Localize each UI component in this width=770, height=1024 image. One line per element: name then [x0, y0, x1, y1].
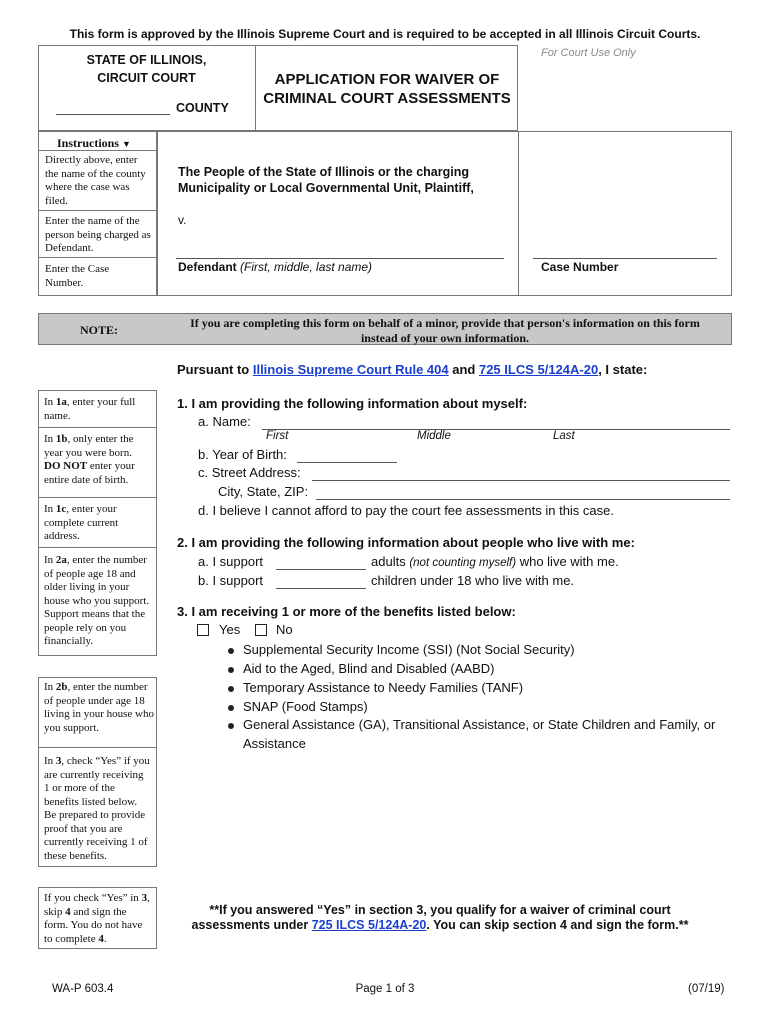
- benefit-aabd: Aid to the Aged, Blind and Disabled (AABD): [243, 661, 495, 676]
- note-1c: In 1c, enter your complete current address.: [44, 503, 119, 542]
- caption-divider: [518, 131, 519, 296]
- note-label: NOTE:: [80, 323, 119, 337]
- ilcs-link-2[interactable]: 725 ILCS 5/124A-20: [311, 918, 427, 932]
- plaintiff-line2: Municipality or Local Governmental Unit, Plaintiff,: [178, 181, 474, 195]
- court-label: CIRCUIT COURT: [97, 71, 196, 85]
- form-date: (07/19): [688, 983, 725, 995]
- defendant-label-text: Defendant: [178, 260, 237, 274]
- city-label: City, State, ZIP:: [218, 484, 309, 499]
- middle-caption: Middle: [417, 430, 451, 442]
- pursuant-prefix: Pursuant to: [177, 362, 253, 377]
- form-title-line1: APPLICATION FOR WAIVER OF: [274, 71, 500, 88]
- side-divider: [38, 427, 157, 428]
- qualify-post: . You can skip section 4 and sign the form.**: [426, 918, 689, 932]
- instr-divider: [38, 257, 157, 258]
- qualify-line2: [160, 918, 720, 932]
- last-caption: Last: [553, 430, 575, 442]
- street-label: c. Street Address:: [198, 465, 301, 480]
- instructions-heading-text: Instructions: [57, 136, 120, 150]
- no-checkbox[interactable]: [255, 624, 267, 636]
- instr-divider: [38, 150, 157, 151]
- qualify-pre: assessments under: [191, 918, 312, 932]
- children-label: b. I support: [198, 573, 264, 588]
- bullet-icon: [228, 667, 234, 673]
- note-1a: In 1a, enter your full name.: [44, 396, 136, 422]
- note-2a: In 2a, enter the number of people age 18 and older living in your house who you support. Support means that the people rely on you financially.: [44, 554, 150, 647]
- adults-text: [371, 554, 619, 569]
- name-field[interactable]: [262, 413, 730, 430]
- yes-label: Yes: [219, 622, 241, 637]
- street-address-field[interactable]: [312, 464, 730, 481]
- form-id: WA-P 603.4: [52, 983, 114, 995]
- side-divider: [38, 747, 157, 748]
- yes-checkbox[interactable]: [197, 624, 209, 636]
- adults-count-field[interactable]: [276, 553, 366, 570]
- instructions-heading: [57, 136, 131, 151]
- adults-end: who live with me.: [519, 554, 619, 569]
- side-divider: [38, 497, 157, 498]
- defendant-hint: (First, middle, last name): [240, 260, 373, 274]
- pursuant-suffix: , I state:: [598, 362, 648, 377]
- note-line1: If you are completing this form on behalf of a minor, provide that person's information on this form: [190, 316, 700, 330]
- bullet-icon: [228, 723, 234, 729]
- benefit-snap: SNAP (Food Stamps): [243, 699, 368, 714]
- adults-hint: (not counting myself): [409, 557, 517, 569]
- header-divider: [255, 45, 256, 131]
- bullet-icon: [228, 705, 234, 711]
- note-1b: In 1b, only enter the year you were born. DO NOT enter your entire date of birth.: [44, 433, 135, 486]
- year-of-birth-field[interactable]: [297, 446, 397, 463]
- no-label: No: [276, 622, 293, 637]
- side-divider: [38, 547, 157, 548]
- note-4: If you check “Yes” in 3, skip 4 and sign the form. You do not have to complete 4.: [44, 892, 150, 945]
- ilcs-link[interactable]: 725 ILCS 5/124A-20: [478, 362, 599, 377]
- bullet-icon: [228, 648, 234, 654]
- section1-heading: 1. I am providing the following information about myself:: [177, 396, 528, 411]
- pursuant-mid: and: [448, 362, 479, 377]
- section3-heading: 3. I am receiving 1 or more of the benefits listed below:: [177, 604, 516, 619]
- pursuant-line: [177, 362, 647, 377]
- state-label: STATE OF ILLINOIS,: [86, 53, 207, 67]
- adults-label: a. I support: [198, 554, 264, 569]
- benefit-ssi: Supplemental Security Income (SSI) (Not Social Security): [243, 642, 575, 657]
- adults-after: adults: [371, 554, 406, 569]
- rule-404-link[interactable]: Illinois Supreme Court Rule 404: [252, 362, 449, 377]
- case-number-field[interactable]: [533, 242, 717, 259]
- top-notice: This form is approved by the Illinois Supreme Court and is required to be accepted in all Illinois Circuit Courts.: [69, 27, 701, 41]
- benefit-ga-cont: Assistance: [243, 736, 306, 751]
- note-line2: instead of your own information.: [360, 331, 530, 345]
- afford-statement: d. I believe I cannot afford to pay the court fee assessments in this case.: [198, 503, 614, 518]
- children-count-field[interactable]: [276, 572, 366, 589]
- court-use-label: For Court Use Only: [541, 47, 636, 59]
- county-label: COUNTY: [176, 101, 229, 115]
- note-2b: In 2b, enter the number of people under age 18 living in your house who you support.: [44, 681, 154, 734]
- qualify-line1: **If you answered “Yes” in section 3, you qualify for a waiver of criminal court: [209, 903, 671, 917]
- benefit-tanf: Temporary Assistance to Needy Families (TANF): [243, 680, 524, 695]
- instr-county: Directly above, enter the name of the county where the case was filed.: [45, 154, 146, 207]
- instr-divider: [38, 210, 157, 211]
- name-label: a. Name:: [198, 414, 251, 429]
- section2-heading: 2. I am providing the following information about people who live with me:: [177, 535, 635, 550]
- first-caption: First: [266, 430, 289, 442]
- county-field[interactable]: [56, 98, 170, 115]
- instr-case-number: Enter the Case Number.: [45, 263, 110, 289]
- year-label: b. Year of Birth:: [198, 447, 287, 462]
- plaintiff-line1: The People of the State of Illinois or the charging: [178, 165, 469, 179]
- defendant-label: [178, 260, 372, 274]
- page-number: Page 1 of 3: [355, 983, 415, 995]
- defendant-field[interactable]: [176, 242, 504, 259]
- bullet-icon: [228, 686, 234, 692]
- case-number-label: Case Number: [541, 260, 619, 274]
- versus-label: v.: [178, 213, 187, 227]
- note-3: In 3, check “Yes” if you are currently receiving 1 or more of the benefits listed below. Be prepared to provide proof that you are currently receiving 1 of these benefits.: [44, 755, 150, 862]
- city-state-zip-field[interactable]: [316, 483, 730, 500]
- form-title-line2: CRIMINAL COURT ASSESSMENTS: [263, 90, 511, 107]
- children-text: children under 18 who live with me.: [371, 573, 575, 588]
- benefit-ga: General Assistance (GA), Transitional Assistance, or State Children and Family, or: [243, 717, 716, 732]
- instr-defendant: Enter the name of the person being charged as Defendant.: [45, 215, 151, 254]
- caret-down-icon: ▼: [122, 139, 131, 149]
